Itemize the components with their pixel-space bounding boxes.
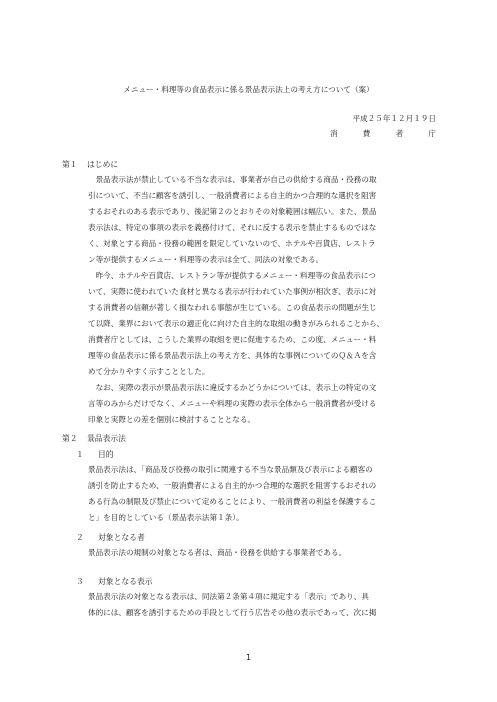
text-line: 理等の食品表示に係る景品表示法上の考え方を、具体的な事例についてのＱ＆Ａを含 (88, 351, 377, 360)
subsection-title: 対象となる者 (98, 533, 145, 542)
document-date: 平成２５年１２月１９日 (352, 114, 436, 123)
text-line: なお、実際の表示が景品表示法に違反するかどうかについては、表示上の特定の文 (88, 383, 377, 392)
text-line: く、対象とする商品・役務の範囲を限定していないので、ホテルや百貨店、レストラ (88, 239, 376, 248)
text-line: 誘引を防止するため、一般消費者による自主的かつ合理的な選択を阻害するおそれの (88, 481, 377, 490)
page-number: 1 (245, 653, 252, 662)
agency-char: 費 (362, 129, 371, 138)
text-line: するおそれのある表示であり、後記第２のとおりその対象範囲は幅広い。また、景品 (88, 207, 377, 216)
text-line: 景品表示法の規制の対象となる者は、商品・役務を供給する事業者である。 (88, 548, 347, 557)
agency-char: 消 (330, 129, 338, 138)
text-line: いて、実際に使われていた食材と異なる表示が行われていた事例が相次ぎ、表示に対 (88, 287, 377, 296)
issuing-agency (330, 128, 436, 140)
text-line: 景品表示法が禁止している不当な表示は、事業者が自己の供給する商品・役務の取 (88, 175, 377, 184)
subsection-1-body (88, 462, 436, 526)
subsection-number: ２ (76, 533, 84, 542)
text-line: 印象と実際との差を個別に検討することとなる。 (88, 415, 256, 424)
text-line: て以降、業界において表示の適正化に向けた自主的な取組の動きがみられることから、 (88, 319, 385, 328)
subsection-title: 対象となる表示 (98, 577, 153, 586)
text-line: 体的には、顧客を誘引するための手段として行う広告その他の表示であって、次に掲 (88, 608, 377, 617)
text-line: めて分かりやすく示すこととした。 (88, 367, 210, 376)
text-line: 景品表示法の対象となる表示は、同法第２条第４項に規定する「表示」であり、具 (88, 592, 369, 601)
agency-char: 者 (395, 129, 404, 138)
text-line: 表示法は、特定の事項の表示を義務付けて、それに反する表示を禁止するものではな (88, 223, 377, 232)
section-title: はじめに (87, 160, 119, 169)
section-number: 第１ (62, 160, 78, 169)
text-line: 言等のみからだけでなく、メニューや料理の実際の表示全体から一般消費者が受ける (88, 399, 377, 408)
subsection-number: ３ (76, 577, 84, 586)
section-title: 景品表示法 (87, 434, 126, 443)
section-1-paragraph-3 (88, 380, 436, 428)
text-line: ン等が提供するメニュー・料理等の表示は全て、同法の対象である。 (88, 255, 324, 264)
subsection-number: １ (76, 450, 84, 459)
subsection-3-body (88, 589, 436, 621)
subsection-2-body (88, 545, 436, 561)
text-line: 消費者庁としては、こうした業界の取組を更に促進するため、この度、メニュー・料 (88, 335, 377, 344)
section-number: 第２ (62, 434, 78, 443)
text-line: と」を目的としている（景品表示法第１条）。 (88, 513, 244, 522)
text-line: 引について、不当に顧客を誘引し、一般消費者による自主的かつ合理的な選択を阻害 (88, 191, 377, 200)
text-line: する消費者の信頼が著しく損なわれる事態が生じている。この食品表示の問題が生じ (88, 303, 377, 312)
section-1-paragraph-1 (88, 172, 436, 268)
text-line: 景品表示法は、「商品及び役務の取引に関連する不当な景品類及び表示による顧客の (88, 465, 373, 474)
text-line: ある行為の制限及び禁止について定めることにより、一般消費者の利益を保護するこ (88, 497, 377, 506)
text-line: 昨今、ホテルや百貨店、レストラン等が提供するメニュー・料理等の食品表示につ (88, 271, 376, 280)
document-title: メニュー・料理等の食品表示に係る景品表示法上の考え方について（案） (123, 85, 374, 94)
subsection-title: 目的 (98, 450, 114, 459)
agency-char: 庁 (428, 129, 436, 138)
section-1-paragraph-2 (88, 268, 436, 380)
